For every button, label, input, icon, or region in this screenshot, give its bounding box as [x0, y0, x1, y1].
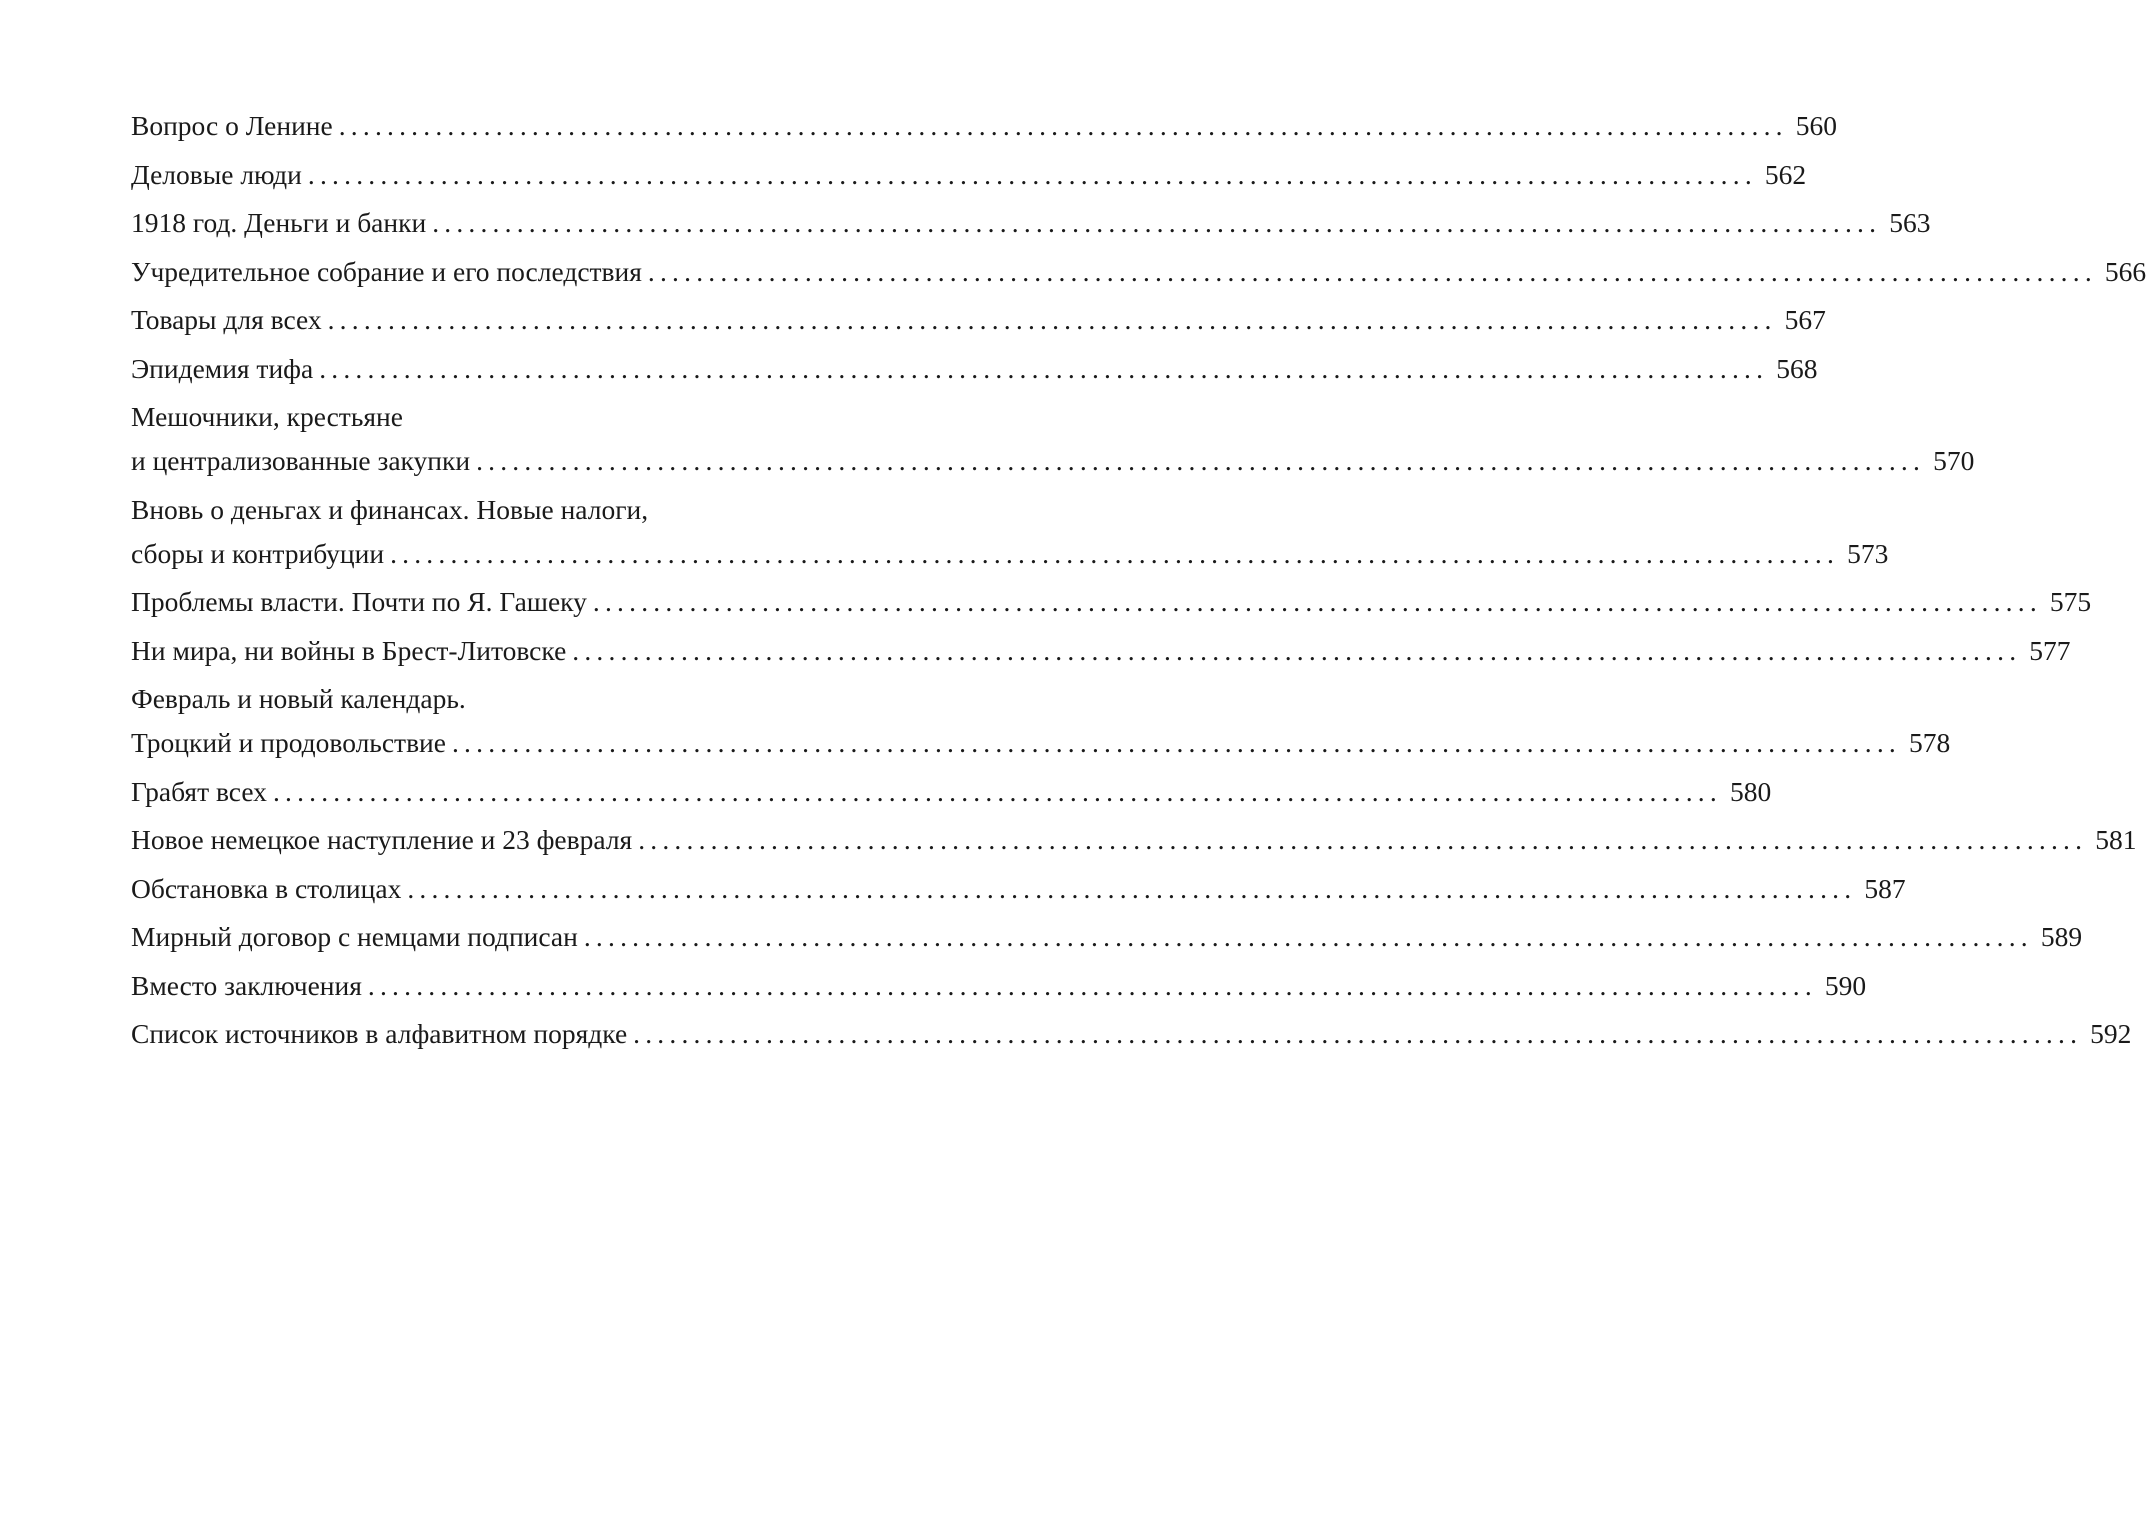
- toc-entry-title: Новое немецкое наступление и 23 февраля: [131, 824, 633, 855]
- toc-line: [131, 347, 1818, 391]
- toc-page-number: 581: [2095, 824, 2137, 855]
- toc-page-number: 566: [2104, 255, 2146, 287]
- toc-page-number: 567: [1784, 304, 1826, 335]
- dot-leader: ........................................................................................................................: [272, 775, 1722, 807]
- toc-entry-title: и централизованные закупки: [131, 445, 471, 476]
- table-of-contents: [131, 104, 2146, 1061]
- toc-entry-title-line: Февраль и новый календарь.: [131, 683, 466, 714]
- toc-entry[interactable]: [131, 347, 1818, 391]
- toc-entry[interactable]: [131, 770, 1772, 814]
- toc-entry[interactable]: [131, 153, 1807, 197]
- toc-entry[interactable]: [131, 104, 1837, 148]
- toc-entry[interactable]: [131, 964, 1867, 1008]
- toc-entry-title: Эпидемия тифа: [131, 352, 314, 384]
- toc-line: [131, 867, 1906, 911]
- toc-entry[interactable]: [131, 488, 1889, 576]
- dot-leader: ........................................................................................................................: [432, 207, 1882, 238]
- toc-entry[interactable]: [131, 395, 1975, 483]
- toc-page-number: 570: [1933, 445, 1975, 476]
- dot-leader: ........................................................................................................................: [338, 110, 1788, 141]
- toc-entry-title: Товары для всех: [131, 304, 322, 335]
- toc-line: [131, 250, 2146, 294]
- toc-entry-title: Учредительное собрание и его последствия: [131, 255, 642, 287]
- toc-entry[interactable]: [131, 201, 1931, 245]
- toc-entry[interactable]: [131, 915, 2083, 959]
- toc-entry[interactable]: [131, 580, 2092, 624]
- toc-entry-title: Список источников в алфавитном порядке: [131, 1018, 628, 1049]
- toc-line: [131, 104, 1837, 148]
- dot-leader: ........................................................................................................................: [390, 537, 1840, 569]
- dot-leader: ........................................................................................................................: [647, 255, 2097, 287]
- dot-leader: ........................................................................................................................: [476, 445, 1926, 476]
- dot-leader: ........................................................................................................................: [633, 1018, 2083, 1049]
- toc-entry-title: Вопрос о Ленине: [131, 110, 333, 141]
- toc-entry-title: Грабят всех: [131, 775, 267, 807]
- toc-entry[interactable]: [131, 677, 1951, 765]
- toc-line: [131, 721, 1951, 765]
- toc-page-number: 587: [1864, 872, 1906, 904]
- toc-page-number: 592: [2090, 1018, 2132, 1049]
- toc-line: [131, 818, 2137, 862]
- toc-page-number: 562: [1764, 158, 1807, 190]
- toc-page-number: 560: [1795, 110, 1837, 141]
- toc-entry-title: Мирный договор с немцами подписан: [131, 921, 578, 952]
- toc-line: [131, 298, 1826, 342]
- toc-entry[interactable]: [131, 818, 2137, 862]
- dot-leader: ........................................................................................................................: [572, 634, 2022, 666]
- dot-leader: ........................................................................................................................: [638, 824, 2088, 855]
- toc-entry-title: Проблемы власти. Почти по Я. Гашеку: [131, 586, 587, 617]
- toc-line: [131, 1012, 2132, 1056]
- toc-entry-title: сборы и контрибуции: [131, 537, 385, 569]
- toc-entry-title: Троцкий и продовольствие: [131, 727, 446, 758]
- toc-entry-title: Ни мира, ни войны в Брест-Литовске: [131, 634, 567, 666]
- dot-leader: ........................................................................................................................: [451, 727, 1901, 758]
- toc-page-number: 577: [2029, 634, 2071, 666]
- toc-page-number: 578: [1908, 727, 1951, 758]
- toc-line: [131, 532, 1889, 576]
- dot-leader: ........................................................................................................................: [367, 969, 1817, 1001]
- toc-entry-title-line: Мешочники, крестьяне: [131, 401, 403, 432]
- toc-entry[interactable]: [131, 250, 2146, 294]
- toc-page-number: 568: [1776, 352, 1818, 384]
- toc-page-number: 563: [1889, 207, 1931, 238]
- toc-line: [131, 964, 1867, 1008]
- toc-entry-title: Вместо заключения: [131, 969, 362, 1001]
- toc-line: [131, 915, 2083, 959]
- toc-page-number: 590: [1824, 969, 1867, 1001]
- toc-entry-title-line: Вновь о деньгах и финансах. Новые налоги,: [131, 493, 649, 525]
- toc-page-number: 589: [2040, 921, 2083, 952]
- toc-entry[interactable]: [131, 867, 1906, 911]
- toc-entry-title: Деловые люди: [131, 158, 302, 190]
- toc-line: [131, 770, 1772, 814]
- toc-line: [131, 201, 1931, 245]
- toc-entry[interactable]: [131, 298, 1826, 342]
- toc-entry-title: Обстановка в столицах: [131, 872, 402, 904]
- toc-entry[interactable]: [131, 1012, 2132, 1056]
- toc-entry-title: 1918 год. Деньги и банки: [131, 207, 427, 238]
- dot-leader: ........................................................................................................................: [407, 872, 1857, 904]
- toc-page-number: 580: [1729, 775, 1772, 807]
- toc-line: [131, 153, 1807, 197]
- toc-line: [131, 629, 2071, 673]
- toc-page-number: 575: [2049, 586, 2092, 617]
- dot-leader: ........................................................................................................................: [307, 158, 1757, 190]
- dot-leader: ........................................................................................................................: [583, 921, 2033, 952]
- toc-line: [131, 439, 1975, 483]
- toc-entry[interactable]: [131, 629, 2071, 673]
- toc-line: [131, 580, 2092, 624]
- dot-leader: ........................................................................................................................: [319, 352, 1769, 384]
- toc-page-number: 573: [1847, 537, 1889, 569]
- dot-leader: ........................................................................................................................: [592, 586, 2042, 617]
- dot-leader: ........................................................................................................................: [327, 304, 1777, 335]
